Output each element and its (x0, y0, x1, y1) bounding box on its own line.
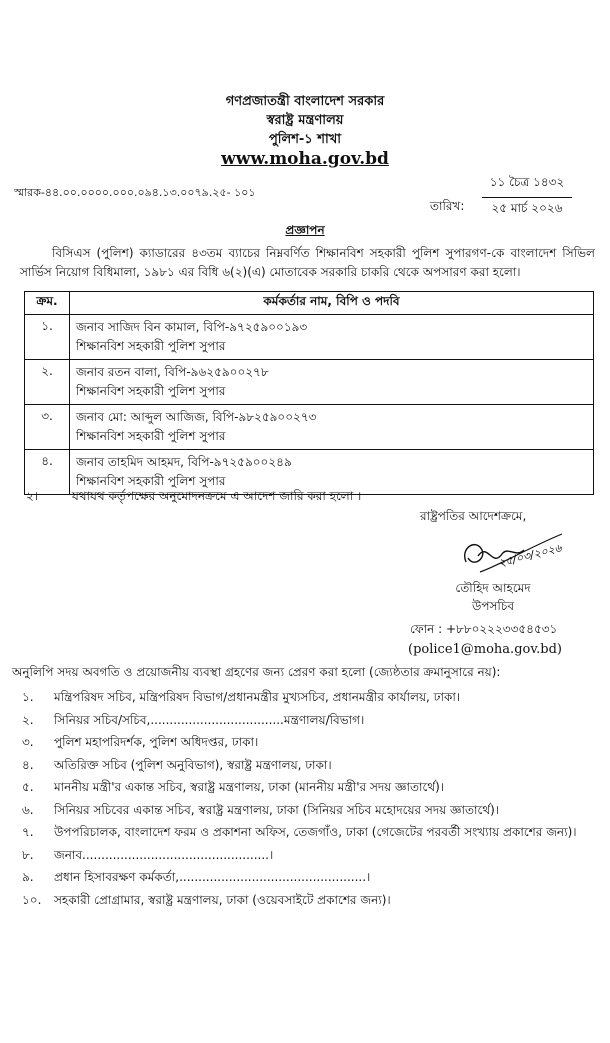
item-number: ১. (22, 690, 34, 704)
table-header-row (25, 292, 594, 315)
notice-title: প্রজ্ঞাপন (285, 223, 325, 237)
paragraph-two-number: ২। (26, 489, 39, 503)
officer-cell (70, 405, 594, 450)
handwritten-signature (458, 528, 568, 576)
row-serial: ৩. (25, 405, 70, 450)
item-number: ৪. (22, 757, 34, 772)
notice-paragraph: বিসিএস (পুলিশ) ক্যাডারের ৪৩তম ব্যাচের নিম্নবর্ণিত শিক্ষানবিশ সহকারী পুলিশ সুপারগণ-কে বাংলাদেশ সিভিল সার্ভিস নিয়োগ বিধিমালা, ১৯৮১ এর বিধি ৬(২)(এ) মোতাবেক সরকারি চাকরি থেকে অপসারণ করা হলো। (20, 246, 595, 279)
date-english: ২৫ মার্চ ২০২৬ (491, 201, 563, 215)
email-address[interactable]: (police1@moha.gov.bd) (408, 642, 562, 657)
item-number: ১০. (22, 892, 42, 907)
item-number: ৩. (22, 735, 34, 749)
row-serial: ১. (25, 315, 70, 360)
item-number: ৫. (22, 780, 34, 794)
item-number: ৬. (22, 802, 34, 817)
paragraph-two (26, 488, 361, 508)
officer-table (24, 291, 594, 495)
presidential-order-line: রাষ্ট্রপতির আদেশক্রমে, (420, 509, 527, 523)
item-text: জনাব.................................................। (54, 847, 274, 862)
officer-cell (70, 360, 594, 405)
branch-name: পুলিশ-১ শাখা (268, 132, 342, 147)
item-text: প্রধান হিসাবরক্ষণ কর্মকর্তা,.................................................। (54, 870, 371, 884)
officer-name: জনাব তাহমিদ আহমদ, বিপি-৯৭২৫৯০০২৪৯ (76, 455, 292, 469)
signatory-designation: উপসচিব (471, 599, 514, 613)
officer-designation: শিক্ষানবিশ সহকারী পুলিশ সুপার (76, 384, 226, 398)
list-item (22, 889, 602, 912)
column-header-serial: ক্রম. (25, 292, 70, 315)
officer-designation: শিক্ষানবিশ সহকারী পুলিশ সুপার (76, 339, 226, 353)
phone-number: ফোন : +৮৮০২২২৩৩৫৪৫৩১ (410, 622, 558, 636)
item-text: পুলিশ মহাপরিদর্শক, পুলিশ অধিদপ্তর, ঢাকা। (54, 735, 259, 749)
item-number: ৮. (22, 847, 34, 862)
officer-name: জনাব রতন বালা, বিপি-৯৬২৫৯০০২৭৮ (76, 365, 269, 379)
website-link[interactable]: www.moha.gov.bd (221, 149, 389, 169)
date-bangla: ১১ চৈত্র ১৪৩২ (482, 174, 572, 198)
item-text: অতিরিক্ত সচিব (পুলিশ অনুবিভাগ), স্বরাষ্ট্র মন্ত্রণালয়, ঢাকা। (54, 757, 332, 772)
table-row (25, 360, 594, 405)
paragraph-two-text: যথাযথ কর্তৃপক্ষের অনুমোদনক্রমে এ আদেশ জারি করা হলো । (71, 489, 362, 503)
row-serial: ২. (25, 360, 70, 405)
list-item (22, 686, 602, 709)
signatory-name: তৌহিদ আহমেদ (455, 581, 531, 595)
table-row (25, 315, 594, 360)
list-item (22, 844, 602, 867)
item-text: সহকারী প্রোগ্রামার, স্বরাষ্ট্র মন্ত্রণালয়, ঢাকা (ওয়েবসাইটে প্রকাশের জন্য)। (54, 892, 391, 907)
officer-designation: শিক্ষানবিশ সহকারী পুলিশ সুপার (76, 429, 226, 443)
officer-cell (70, 315, 594, 360)
copy-recipients-list (22, 686, 602, 911)
list-item (22, 709, 602, 732)
ministry-name: স্বরাষ্ট্র মন্ত্রণালয় (266, 113, 344, 128)
table-row (25, 405, 594, 450)
item-text: মন্ত্রিপরিষদ সচিব, মন্ত্রিপরিষদ বিভাগ/প্রধানমন্ত্রীর মুখ্যসচিব, প্রধানমন্ত্রীর কার্যালয়, ঢাকা। (54, 690, 461, 704)
list-item (22, 866, 602, 889)
item-number: ৭. (22, 825, 34, 839)
officer-name: জনাব মো: আব্দুল আজিজ, বিপি-৯৮২৫৯০০২৭৩ (76, 410, 317, 424)
column-header-officer: কর্মকর্তার নাম, বিপি ও পদবি (70, 292, 594, 315)
item-text: সিনিয়র সচিবের একান্ত সচিব, স্বরাষ্ট্র মন্ত্রণালয়, ঢাকা (সিনিয়র সচিব মহোদয়ের সদয় জ্ঞাতার্থে)। (54, 802, 500, 817)
copies-intro: অনুলিপি সদয় অবগতি ও প্রয়োজনীয় ব্যবস্থা গ্রহণের জন্য প্রেরণ করা হলো (জ্যেষ্ঠতার ক্রমানুসারে নয়): (12, 665, 501, 679)
date-label: তারিখ: (430, 199, 465, 213)
list-item (22, 731, 602, 754)
item-text: সিনিয়র সচিব/সচিব,...................................মন্ত্রণালয়/বিভাগ। (54, 712, 365, 727)
list-item (22, 754, 602, 777)
signature-date: ২৫/০৩/২০২৬ (497, 541, 563, 570)
item-text: মাননীয় মন্ত্রী'র একান্ত সচিব, স্বরাষ্ট্র মন্ত্রণালয়, ঢাকা (মাননীয় মন্ত্রী'র সদয় জ্ঞাতার্থে)। (54, 780, 445, 794)
list-item (22, 799, 602, 822)
list-item (22, 776, 602, 799)
officer-name: জনাব সাজিদ বিন কামাল, বিপি-৯৭২৫৯০০১৯৩ (76, 320, 308, 334)
list-item (22, 821, 602, 844)
officer-designation: শিক্ষানবিশ সহকারী পুলিশ সুপার (76, 474, 226, 488)
row-serial: ৪. (25, 450, 70, 495)
item-number: ২. (22, 712, 34, 727)
item-number: ৯. (22, 870, 34, 884)
memo-number: স্মারক-৪৪.০০.০০০০.০০০.০৯৪.১৩.০০৭৯.২৫- ১০১ (14, 186, 256, 199)
item-text: উপপরিচালক, বাংলাদেশ ফরম ও প্রকাশনা অফিস, তেজগাঁও, ঢাকা (গেজেটের পরবর্তী সংখ্যায় প্রকাশের জন্য)। (54, 825, 577, 839)
government-name: গণপ্রজাতন্ত্রী বাংলাদেশ সরকার (225, 94, 385, 109)
